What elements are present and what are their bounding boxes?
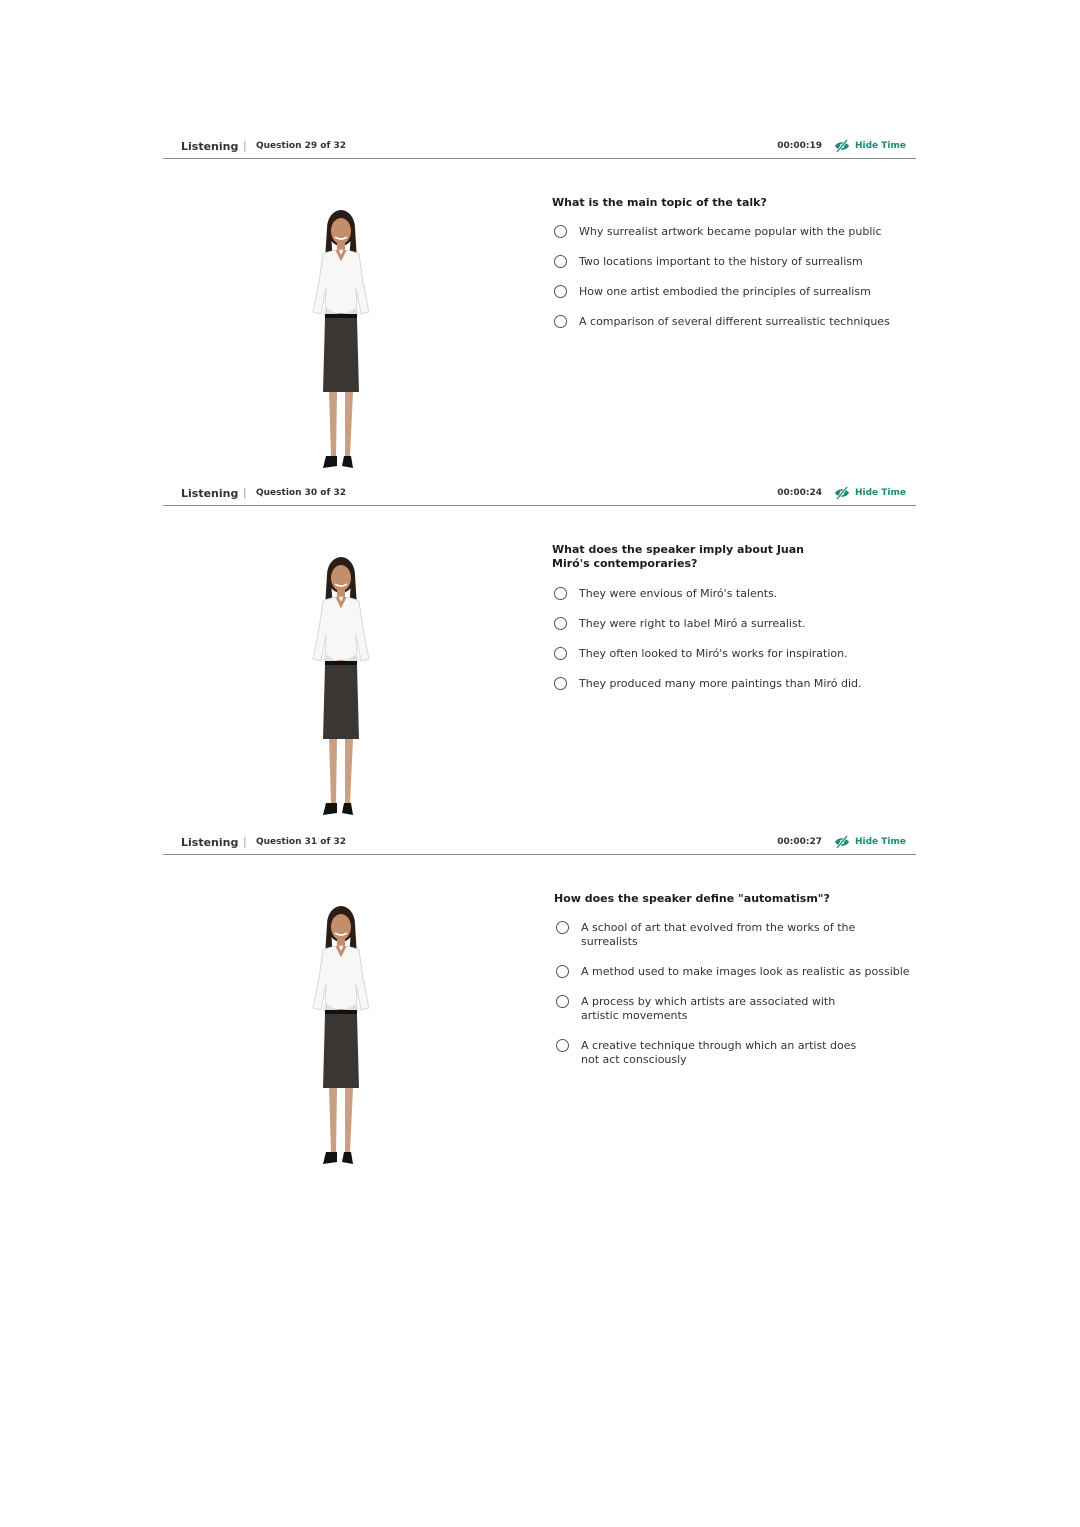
radio-icon[interactable] [554,315,567,328]
option-text: Why surrealist artwork became popular with the public [579,225,882,238]
eye-slash-icon[interactable] [834,139,850,153]
question-text: How does the speaker define "automatism"? [554,892,830,905]
timer: 00:00:19 [777,141,822,151]
option-text: A method used to make images look as realistic as possible [581,965,910,978]
speaker-image [293,204,393,472]
timer: 00:00:24 [777,488,822,498]
eye-slash-icon[interactable] [834,486,850,500]
test-header [163,138,916,159]
answer-option[interactable] [552,225,912,239]
option-text: They often looked to Miró's works for inspiration. [579,647,848,660]
answer-option[interactable] [552,255,912,269]
answer-option[interactable] [552,617,912,631]
question-counter: Question 31 of 32 [256,837,347,847]
answer-options [552,225,912,329]
test-header [163,834,916,855]
option-text: They were right to label Miró a surrealist. [579,617,806,630]
question-text: What is the main topic of the talk? [552,196,767,209]
option-text: They produced many more paintings than Miró did. [579,677,862,690]
radio-icon[interactable] [554,677,567,690]
radio-icon[interactable] [556,995,569,1008]
speaker-image [293,900,393,1168]
question-body [163,855,916,1166]
radio-icon[interactable] [554,587,567,600]
answer-option[interactable] [552,587,912,601]
option-text: They were envious of Miró's talents. [579,587,778,600]
radio-icon[interactable] [554,225,567,238]
question-body [163,506,916,817]
question-body [163,159,916,470]
eye-slash-icon[interactable] [834,835,850,849]
question-counter: Question 30 of 32 [256,488,347,498]
radio-icon[interactable] [556,965,569,978]
answer-options [554,921,914,1067]
answer-option[interactable] [554,921,914,949]
header-separator: | [243,835,247,848]
option-text: How one artist embodied the principles of surrealism [579,285,871,298]
answer-option[interactable] [552,677,912,691]
question-text: What does the speaker imply about Juan Miró's contemporaries? [552,543,804,570]
option-text: A creative technique through which an artist does not act consciously [581,1039,857,1066]
radio-icon[interactable] [556,1039,569,1052]
answer-option[interactable] [554,1039,914,1067]
section-label: Listening [181,487,239,500]
option-text: A process by which artists are associated with artistic movements [581,995,836,1022]
test-header [163,485,916,506]
answer-option[interactable] [552,647,912,661]
question-counter: Question 29 of 32 [256,141,347,151]
question-panel-31 [163,834,916,1166]
hide-time-button[interactable]: Hide Time [854,837,906,847]
option-text: Two locations important to the history of surrealism [579,255,863,268]
header-separator: | [243,139,247,152]
option-text: A comparison of several different surrealistic techniques [579,315,890,328]
hide-time-button[interactable]: Hide Time [854,141,906,151]
radio-icon[interactable] [554,647,567,660]
timer: 00:00:27 [777,837,822,847]
question-panel-30 [163,485,916,817]
question-panel-29 [163,138,916,470]
option-text: A school of art that evolved from the works of the surrealists [581,921,856,948]
answer-options [552,587,912,691]
radio-icon[interactable] [554,617,567,630]
header-separator: | [243,486,247,499]
radio-icon[interactable] [556,921,569,934]
radio-icon[interactable] [554,285,567,298]
radio-icon[interactable] [554,255,567,268]
section-label: Listening [181,836,239,849]
section-label: Listening [181,140,239,153]
answer-option[interactable] [552,285,912,299]
hide-time-button[interactable]: Hide Time [854,488,906,498]
answer-option[interactable] [552,315,912,329]
answer-option[interactable] [554,995,914,1023]
answer-option[interactable] [554,965,914,979]
speaker-image [293,551,393,819]
